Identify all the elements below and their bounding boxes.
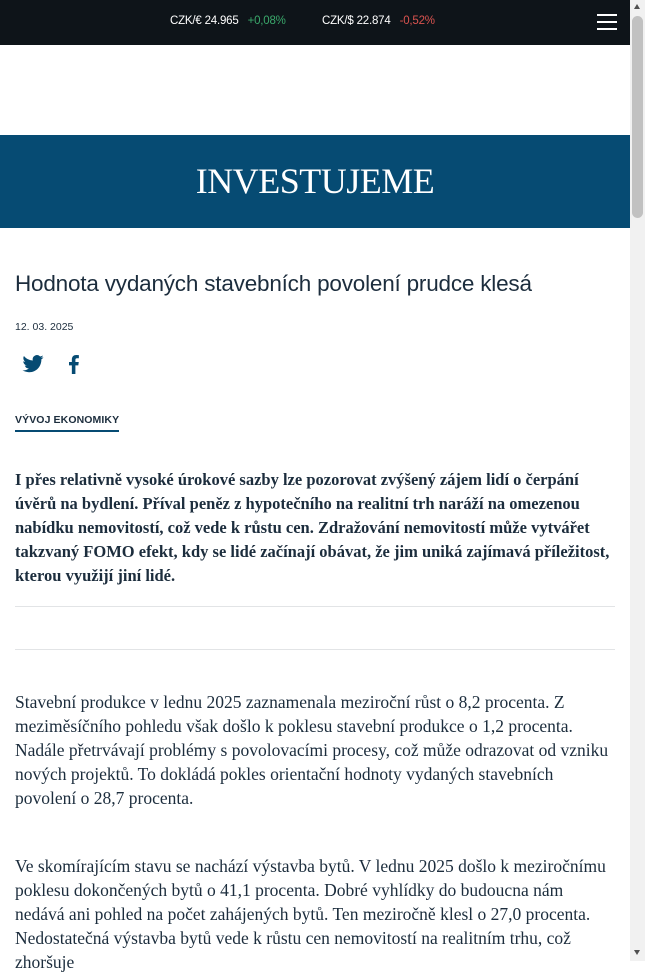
hamburger-icon[interactable]: [597, 14, 617, 30]
twitter-icon[interactable]: [21, 352, 45, 376]
scroll-down-arrow-icon[interactable]: [634, 950, 640, 955]
article-paragraph: Stavební produkce v lednu 2025 zaznamenala meziroční růst o 8,2 procenta. Z meziměsíčního pohledu však došlo k poklesu stavební produkce o 1,2 procenta. Nadále přetrvávají problémy s povolovacími procesy, což může odrazovat od vzniku nových projektů. To dokládá pokles orientační hodnoty vydaných stavebních povolení o 28,7 procenta.: [15, 692, 609, 808]
article-title: Hodnota vydaných stavebních povolení prudce klesá: [15, 271, 532, 296]
top-ticker-bar: [0, 0, 630, 45]
article-paragraph: Ve skomírajícím stavu se nachází výstavba bytů. V lednu 2025 došlo k meziročnímu poklesu dokončených bytů o 41,1 procenta. Dobré vyhlídky do budoucna nám nedává ani pohled na počet zahájených bytů. Ten meziročně klesl o 27,0 procenta. Nedostatečná výstavba bytů vede k růstu cen nemovitostí na realitním trhu, což zhoršuje: [15, 856, 606, 972]
ad-placeholder: [0, 45, 630, 135]
divider: [15, 606, 615, 607]
ticker-usd: [322, 15, 435, 27]
ticker-eur-label: CZK/€ 24.965: [170, 15, 239, 27]
scrollbar-thumb[interactable]: [632, 16, 643, 218]
facebook-icon[interactable]: [62, 352, 86, 376]
article-date: 12. 03. 2025: [15, 321, 74, 333]
divider: [15, 649, 615, 650]
ticker-eur-change: +0,08%: [247, 15, 286, 27]
ticker-eur: [170, 15, 286, 27]
category-link[interactable]: VÝVOJ EKONOMIKY: [15, 414, 119, 432]
site-logo[interactable]: INVESTUJEME: [195, 161, 435, 201]
ticker-usd-change: -0,52%: [399, 15, 435, 27]
article-lead: I přes relativně vysoké úrokové sazby lze pozorovat zvýšený zájem lidí o čerpání úvěrů na bydlení. Příval peněz z hypotečního na realitní trh naráží na omezenou nabídku nemovitostí, což vede k růstu cen. Zdražování nemovitostí může vytvářet takzvaný FOMO efekt, kdy se lidé začínají obávat, že jim uniká zajímavá příležitost, kterou využijí jiní lidé.: [15, 470, 610, 585]
ticker-usd-label: CZK/$ 22.874: [322, 15, 391, 27]
scrollbar[interactable]: [630, 0, 645, 961]
scroll-up-arrow-icon[interactable]: [634, 4, 640, 9]
brand-banner: [0, 135, 630, 228]
